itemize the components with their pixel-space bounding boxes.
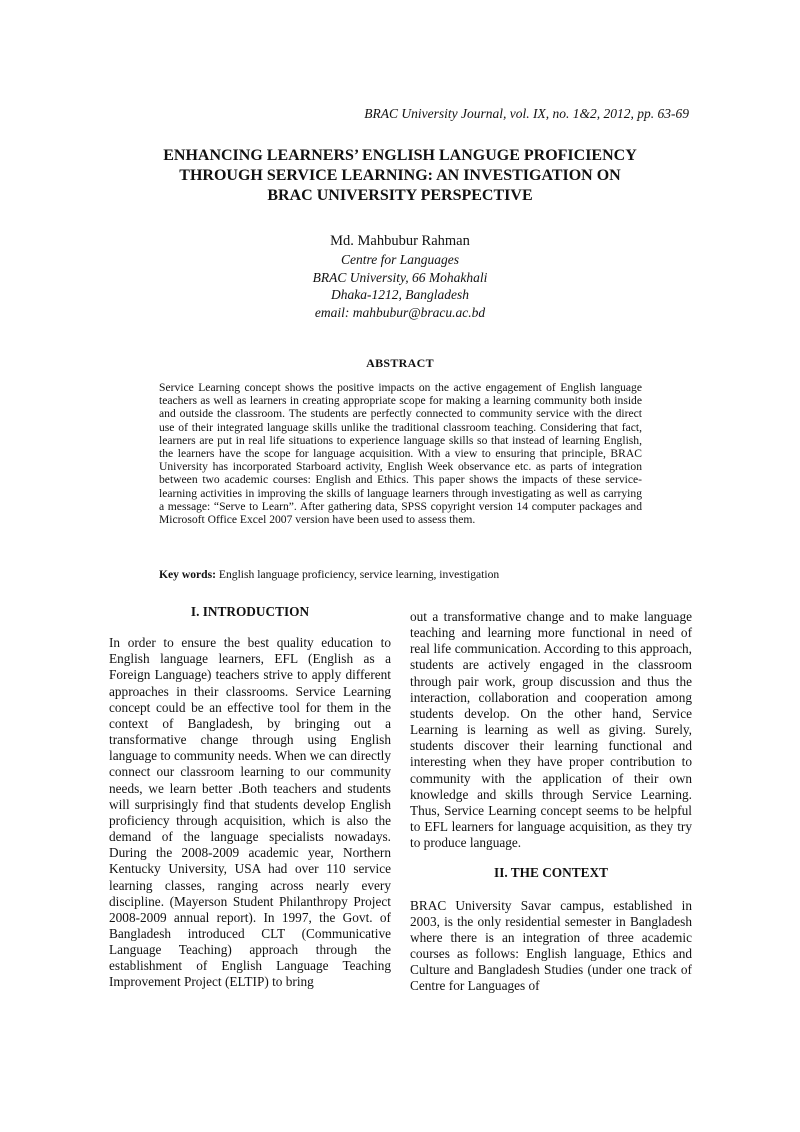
introduction-paragraph: In order to ensure the best quality education to English language learners, EFL (English as a Foreign Language) teachers strive to apply different approaches in their classrooms. Service Learning concept could be an effective tool for them in the context of Bangladesh, by bringing out a transformative change through using English language to community needs. When we can directly connect our classroom learning to our community needs, we learn better .Both teachers and students will surprisingly find that students develop English proficiency through acquisition, which is also the demand of the language specialists nowadays. During the 2008-2009 academic year, Northern Kentucky University, USA had over 110 service learning classes, ranging across nearly every discipline. (Mayerson Student Philanthropy Project 2008-2009 annual report). In 1997, the Govt. of Bangladesh introduced CLT (Communicative Language Teaching) approach through the establishment of English Language Teaching Improvement Project (ELTIP) to bring	[109, 635, 391, 990]
keywords-label: Key words:	[159, 568, 216, 581]
section-heading-context: II. THE CONTEXT	[494, 865, 608, 881]
title-line: THROUGH SERVICE LEARNING: AN INVESTIGATION ON	[179, 167, 621, 184]
author-affiliation: Centre for Languages	[341, 252, 459, 267]
left-column	[109, 604, 391, 991]
paper-title	[100, 146, 700, 206]
introduction-continuation: out a transformative change and to make language teaching and learning more functional in need of real life communication. According to this approach, students are actively engaged in the classroom through pair work, group discussion and thus the interaction, collaboration and cooperation among students develop. On the other hand, Service Learning is learning as well as giving. Surely, students discover their learning functional and interesting when they have proper contribution to community with the application of their own knowledge and skills through Service Learning. Thus, Service Learning concept seems to be helpful to EFL learners for language acquisition, as they try to produce language.	[410, 609, 692, 851]
context-paragraph: BRAC University Savar campus, established in 2003, is the only residential semester in Bangladesh where there is an integration of three academic courses as follows: English language, Ethics and Culture and Bangladesh Studies (under one track of Centre for Languages of	[410, 897, 692, 994]
title-line: ENHANCING LEARNERS’ ENGLISH LANGUGE PROFICIENCY	[163, 147, 637, 164]
keywords-text: English language proficiency, service learning, investigation	[216, 568, 500, 581]
section-heading-introduction: I. INTRODUCTION	[190, 604, 310, 619]
journal-reference: BRAC University Journal, vol. IX, no. 1&2, 2012, pp. 63-69	[364, 106, 689, 121]
author-name: Md. Mahbubur Rahman	[330, 233, 470, 249]
title-line: BRAC UNIVERSITY PERSPECTIVE	[267, 187, 533, 204]
right-column	[410, 609, 692, 994]
author-address: BRAC University, 66 Mohakhali	[312, 269, 488, 285]
author-city: Dhaka-1212, Bangladesh	[331, 287, 469, 302]
keywords	[159, 568, 642, 581]
abstract-text: Service Learning concept shows the positive impacts on the active engagement of English language teachers as well as learners in creating appropriate scope for making a learning community both inside and outside the classroom. The students are perfectly connected to community service with the direct use of their integrated language skills unlike the traditional classroom teaching. Considering that fact, learners are put in real life situations to experience language skills so that instead of learning English, the learners have the scope for language acquisition. With a view to ensuring that principle, BRAC University has incorporated Starboard activity, English Week observance etc. as parts of integration between two academic courses: English and Ethics. This paper shows the impacts of these service-learning activities in improving the skills of language learners through investigating as well as carrying a message: “Serve to Learn”. After gathering data, SPSS copyright version 14 computer packages and Microsoft Office Excel 2007 version have been used to assess them.	[159, 381, 642, 527]
abstract-heading: ABSTRACT	[366, 356, 434, 370]
author-block	[200, 232, 600, 321]
author-email: email: mahbubur@bracu.ac.bd	[314, 304, 486, 320]
